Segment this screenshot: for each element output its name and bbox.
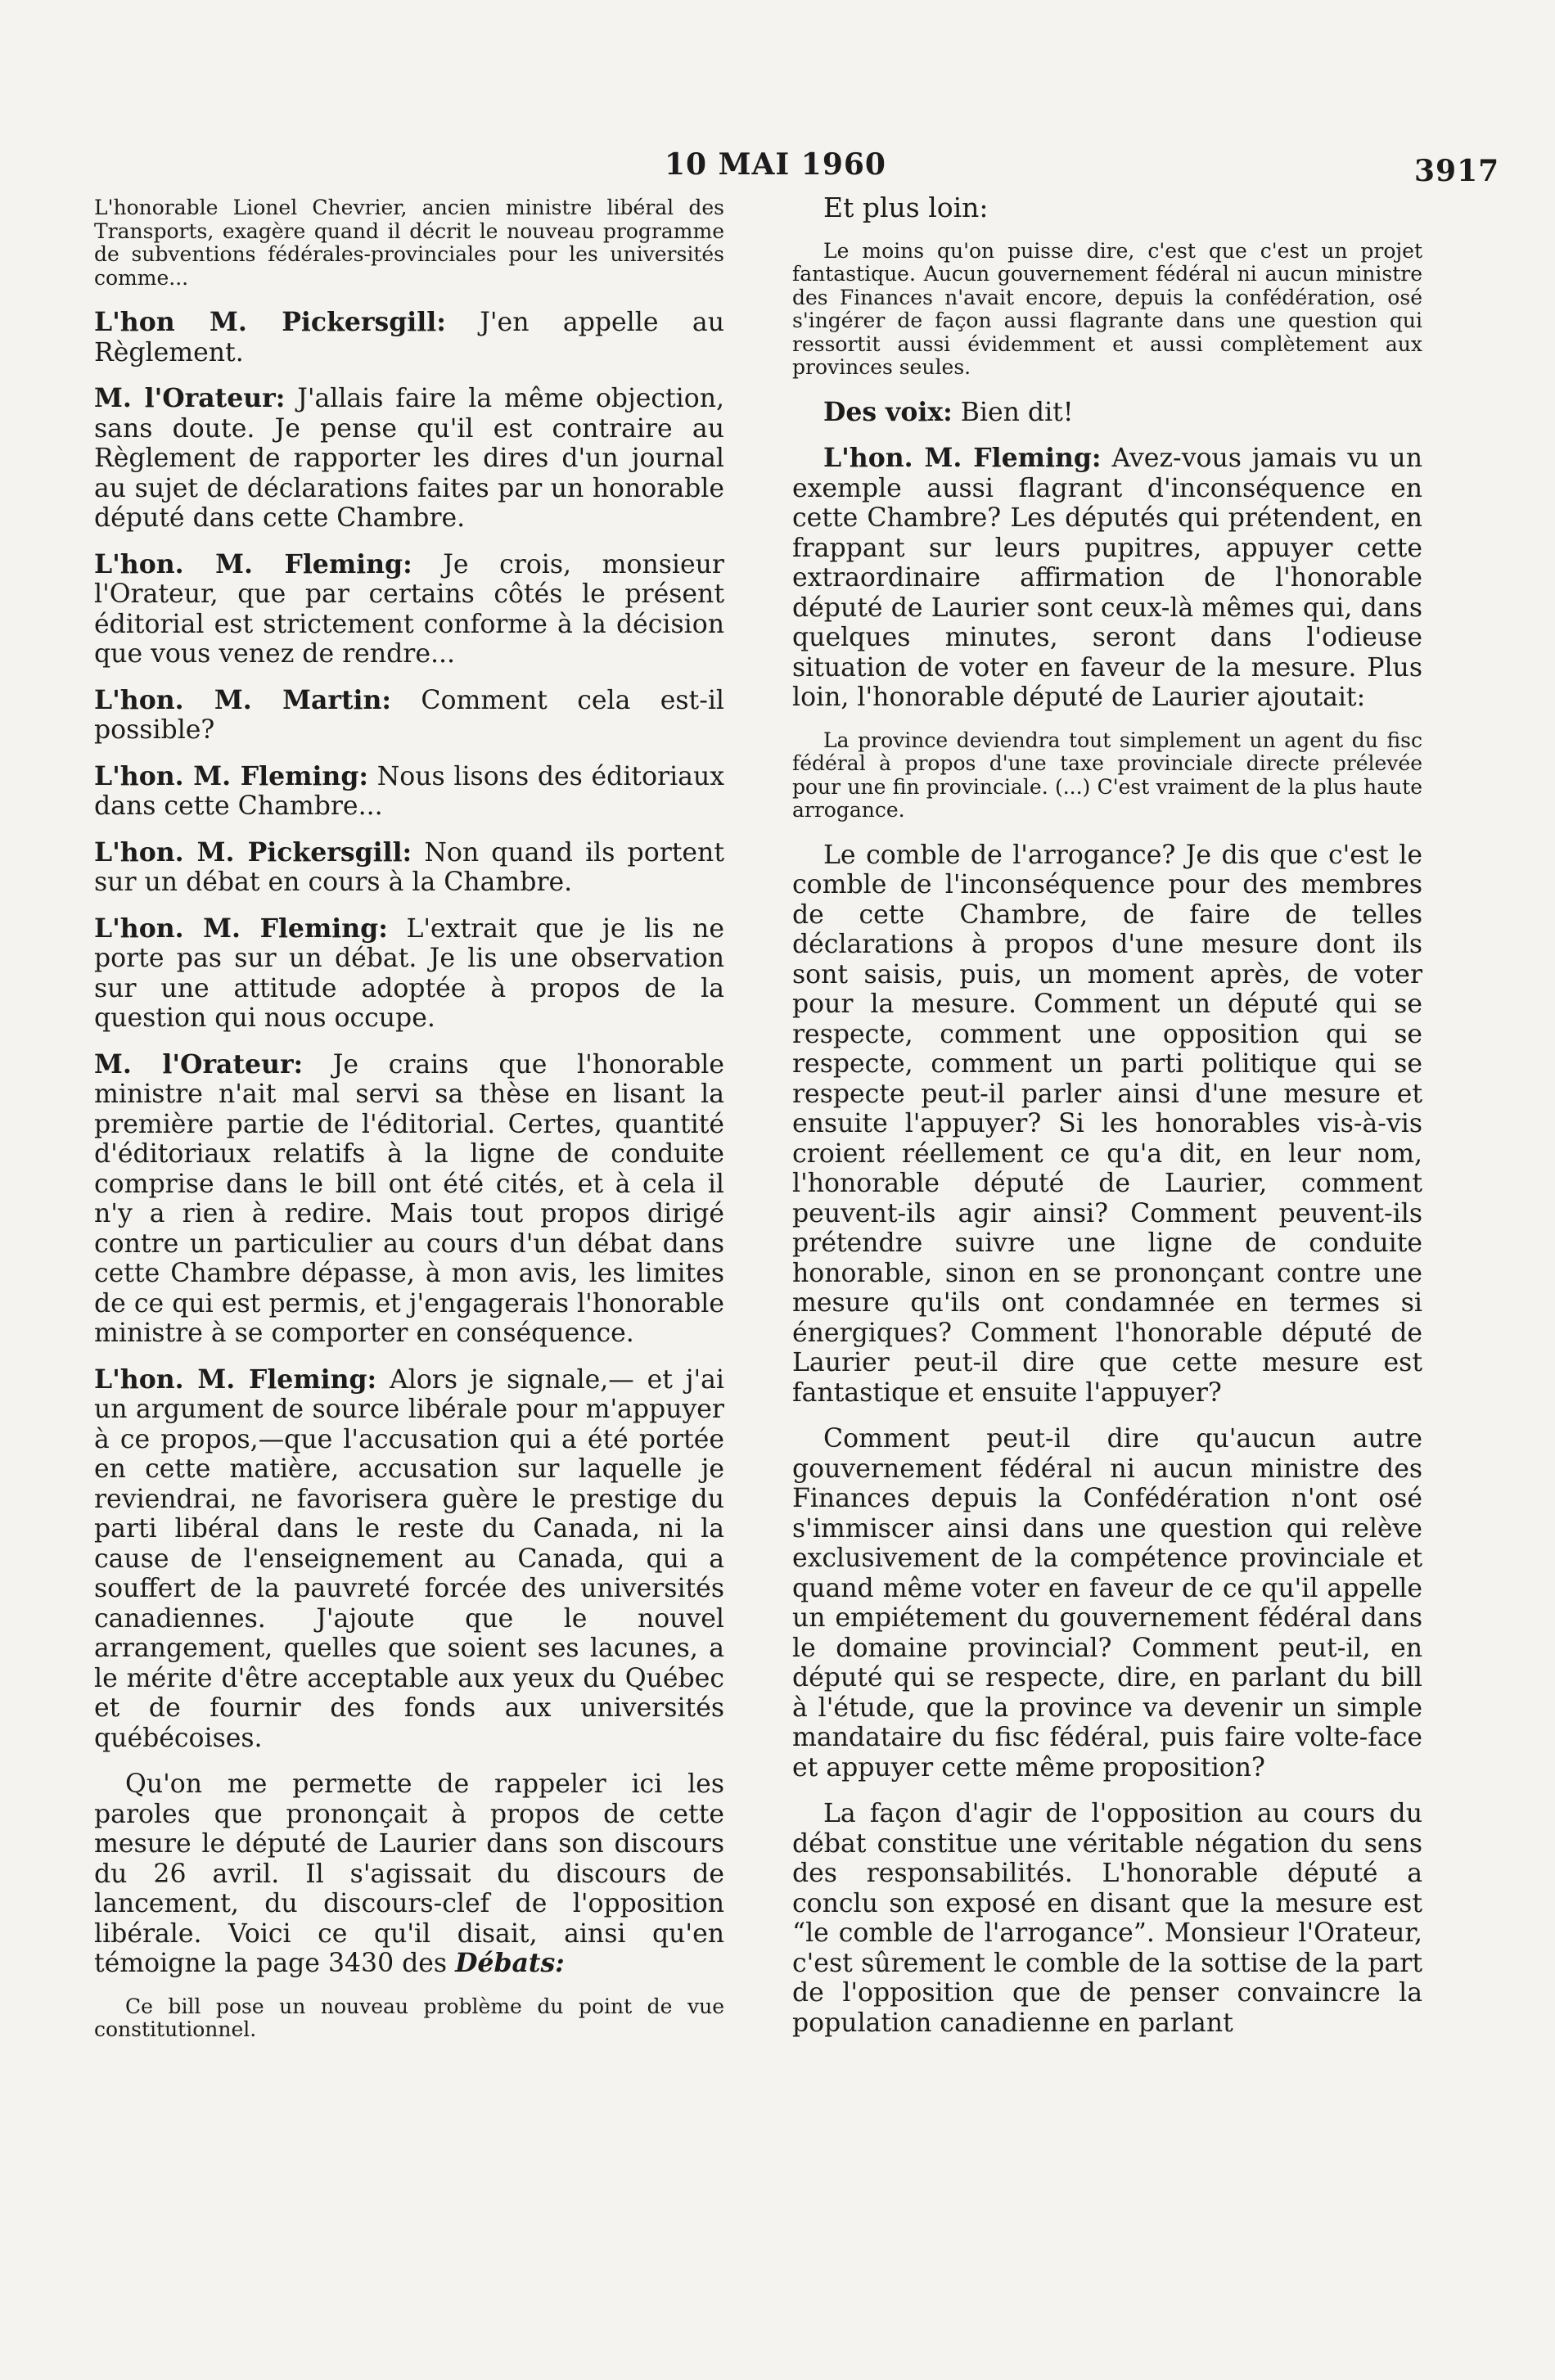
speaker-name: M. l'Orateur: — [94, 383, 286, 413]
speaker-name: Des voix: — [823, 396, 953, 427]
page-header — [0, 147, 1555, 196]
speaker-name: L'hon. M. Fleming: — [94, 760, 368, 791]
quote-paragraph: Ce bill pose un nouveau problème du point de vue constitutionnel. — [94, 1994, 724, 2041]
quote-paragraph: La province deviendra tout simplement un agent du fisc fédéral à propos d'une taxe provinciale directe prélevée pour une fin provinciale. (...) C'est vraiment de la plus haute arrogance. — [792, 728, 1422, 822]
speaker-name: L'hon. M. Fleming: — [94, 1364, 377, 1395]
speech-paragraph: Qu'on me permette de rappeler ici les paroles que prononçait à propos de cette mesure le député de Laurier dans son discours du 26 avril. Il s'agissait du discours de lancement, du discours-clef de l'opposition libérale. Voici ce qu'il disait, ainsi qu'en témoigne la page 3430 des Débats: — [94, 1769, 724, 1978]
speech-paragraph: L'hon. M. Fleming: Nous lisons des éditoriaux dans cette Chambre... — [94, 760, 724, 821]
quote-paragraph: Le moins qu'on puisse dire, c'est que c'est un projet fantastique. Aucun gouvernement fédéral ni aucun ministre des Finances n'avait encore, depuis la confédération, osé s'ingérer de façon aussi flagrante dans une question qui ressortit aussi évidemment et aussi complètement aux provinces seules. — [792, 238, 1422, 379]
speaker-name: L'hon. M. Martin: — [94, 684, 392, 715]
debates-reference: Débats: — [455, 1948, 565, 1978]
speech-paragraph: La façon d'agir de l'opposition au cours du débat constitue une véritable négation du sens des responsabilités. L'honorable député a conclu son exposé en disant que la mesure est “le comble de l'arrogance”. Monsieur l'Orateur, c'est sûrement le comble de la sottise de la part de l'opposition que de penser convaincre la population canadienne en parlant — [792, 1799, 1422, 2038]
speech-paragraph: Le comble de l'arrogance? Je dis que c'est le comble de l'inconséquence pour des membres de cette Chambre, de faire de telles déclarations à propos d'une mesure dont ils sont saisis, puis, un moment après, de voter pour la mesure. Comment un député qui se respecte, comment une opposition qui se respecte, comment un parti politique qui se respecte peut-il parler ainsi d'une mesure et ensuite l'appuyer? Si les honorables vis-à-vis croient réellement ce qu'a dit, en leur nom, l'honorable député de Laurier, comment peuvent-ils agir ainsi? Comment peuvent-ils prétendre suivre une ligne de conduite honorable, sinon en se prononçant contre une mesure qu'ils ont condamnée en termes si énergiques? Comment l'honorable député de Laurier peut-il dire que cette mesure est fantastique et ensuite l'appuyer? — [792, 840, 1422, 1408]
right-column — [792, 193, 1422, 2054]
speech-paragraph: L'hon. M. Fleming: Alors je signale,— et j'ai un argument de source libérale pour m'appuyer à ce propos,—que l'accusation qui a été portée en cette matière, accusation sur laquelle je reviendrai, ne favorisera guère le prestige du parti libéral dans le reste du Canada, ni la cause de l'enseignement au Canada, qui a souffert de la pauvreté forcée des universités canadiennes. J'ajoute que le nouvel arrangement, quelles que soient ses lacunes, a le mérite d'être acceptable aux yeux du Québec et de fournir des fonds aux universités québécoises. — [94, 1364, 724, 1753]
speech-paragraph: L'hon. M. Fleming: Avez-vous jamais vu un exemple aussi flagrant d'inconséquence en cette Chambre? Les députés qui prétendent, en frappant sur leurs pupitres, appuyer cette extraordinaire affirmation de l'honorable député de Laurier sont ceux-là mêmes qui, dans quelques minutes, seront dans l'odieuse situation de voter en faveur de la mesure. Plus loin, l'honorable député de Laurier ajoutait: — [792, 443, 1422, 712]
speech-paragraph: Des voix: Bien dit! — [823, 396, 1074, 427]
speaker-name: L'hon. M. Fleming: — [94, 913, 388, 944]
speech-paragraph: M. l'Orateur: J'allais faire la même objection, sans doute. Je pense qu'il est contraire au Règlement de rapporter les dires d'un journal au sujet de déclarations faites par un honorable député dans cette Chambre. — [94, 383, 724, 533]
speech-paragraph: L'hon. M. Pickersgill: Non quand ils portent sur un débat en cours à la Chambre. — [94, 836, 724, 897]
speech-paragraph: M. l'Orateur: Je crains que l'honorable ministre n'ait mal servi sa thèse en lisant la première partie de l'éditorial. Certes, quantité d'éditoriaux relatifs à la ligne de conduite comprise dans le bill ont été cités, et à cela il n'y a rien à redire. Mais tout propos dirigé contre un particulier au cours d'un débat dans cette Chambre dépasse, à mon avis, les limites de ce qui est permis, et j'engagerais l'honorable ministre à se comporter en conséquence. — [94, 1048, 724, 1348]
speech-paragraph: Comment peut-il dire qu'aucun autre gouvernement fédéral ni aucun ministre des Finances depuis la Confédération n'ont osé s'immiscer ainsi dans une question qui relève exclusivement de la compétence provinciale et quand même voter en faveur de ce qu'il appelle un empiétement du gouvernement fédéral dans le domaine provincial? Comment peut-il, en député qui se respecte, dire, en parlant du bill à l'étude, que la province va devenir un simple mandataire du fisc fédéral, puis faire volte-face et appuyer cette même proposition? — [792, 1424, 1422, 1783]
speaker-name: M. l'Orateur: — [94, 1048, 304, 1080]
speech-paragraph: Et plus loin: — [823, 192, 989, 223]
speaker-name: L'hon. M. Fleming: — [94, 548, 412, 579]
quote-paragraph: L'honorable Lionel Chevrier, ancien ministre libéral des Transports, exagère quand il décrit le nouveau programme de subventions fédérales-provinciales pour les universités comme... — [94, 196, 724, 290]
page-number: 3917 — [1414, 154, 1500, 188]
speech-paragraph: L'hon. M. Fleming: L'extrait que je lis ne porte pas sur un débat. Je lis une observation sur une attitude adoptée à propos de la question qui nous occupe. — [94, 913, 724, 1033]
speech-paragraph: L'hon. M. Fleming: Je crois, monsieur l'Orateur, que par certains côtés le présent éditorial est strictement conforme à la décision que vous venez de rendre... — [94, 548, 724, 669]
speaker-name: L'hon. M. Pickersgill: — [94, 836, 412, 868]
header-date: 10 MAI 1960 — [665, 147, 886, 182]
left-column — [94, 193, 724, 2060]
speaker-name: L'hon. M. Fleming: — [823, 443, 1102, 473]
speech-paragraph: L'hon. M. Martin: Comment cela est-il possible? — [94, 684, 725, 745]
speech-paragraph: L'hon M. Pickersgill: J'en appelle au Règlement. — [94, 307, 724, 367]
speaker-name: L'hon M. Pickersgill: — [94, 307, 446, 337]
